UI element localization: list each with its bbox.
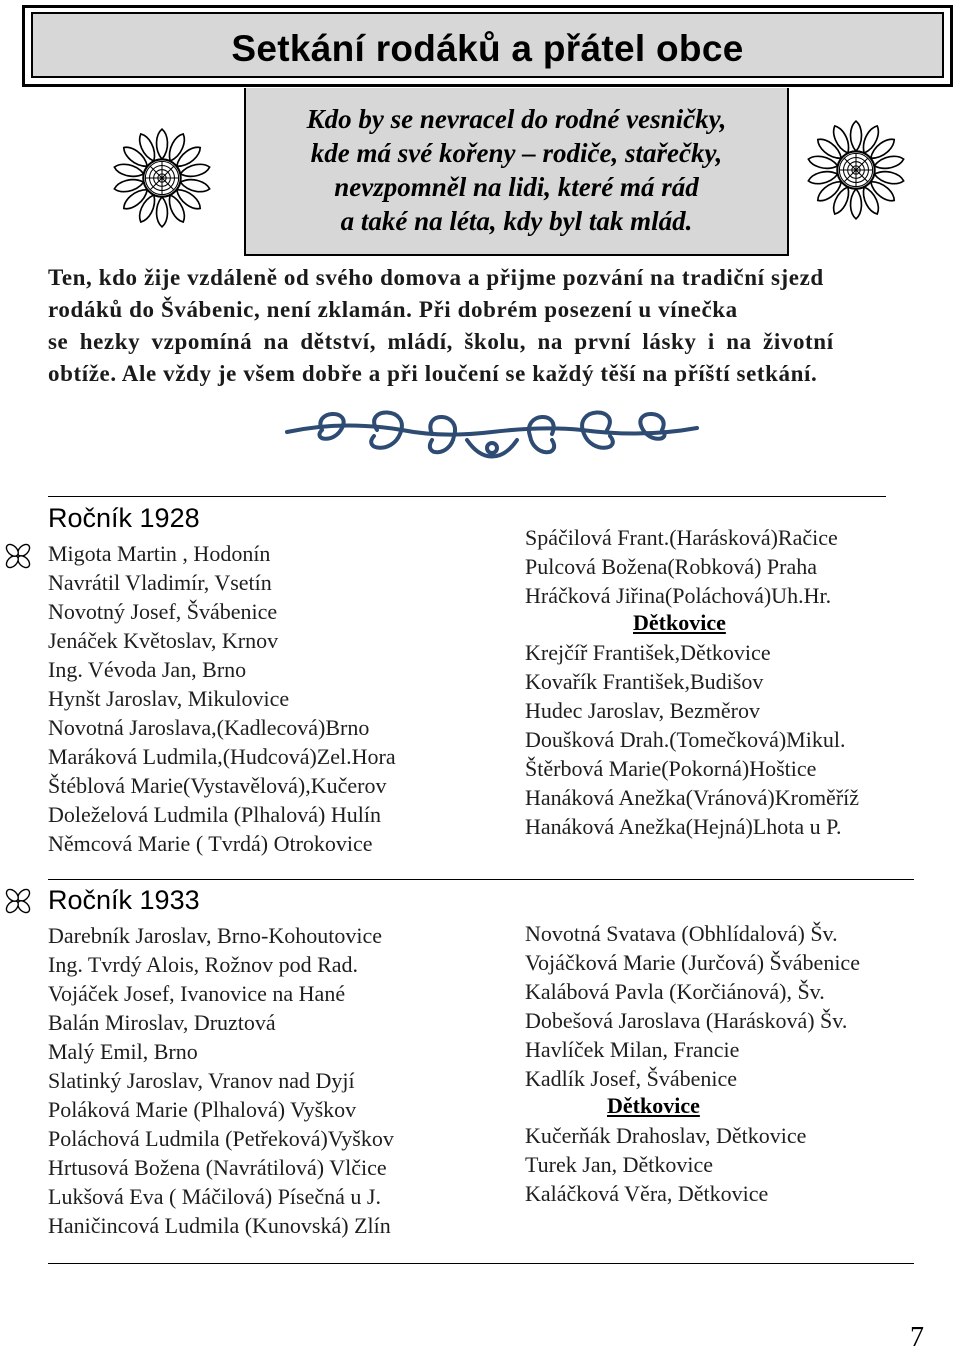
list-item: Migota Martin , Hodonín	[48, 541, 271, 566]
poem-line: Kdo by se nevracel do rodné vesničky,	[306, 104, 727, 134]
title-banner	[22, 5, 953, 87]
page-title: Setkání rodáků a přátel obce	[231, 28, 744, 69]
section-divider	[48, 879, 914, 880]
list-item: Novotný Josef, Švábenice	[48, 599, 278, 624]
list-item: Vojáček Josef, Ivanovice na Hané	[48, 981, 346, 1006]
list-item: Kadlík Josef, Švábenice	[525, 1066, 737, 1091]
list-item: Kovařík František,Budišov	[525, 669, 764, 694]
list-item: Doušková Drah.(Tomečková)Mikul.	[525, 727, 846, 752]
village-heading: Dětkovice	[633, 610, 726, 635]
list-item: Haničincová Ludmila (Kunovská) Zlín	[48, 1213, 391, 1238]
section-divider	[48, 496, 886, 497]
intro-line: Ten, kdo žije vzdáleně od svého domova a přijme pozvání na tradiční sjezd	[48, 265, 824, 290]
list-item: Turek Jan, Dětkovice	[525, 1152, 713, 1177]
village-heading: Dětkovice	[607, 1093, 700, 1118]
poem-line: a také na léta, kdy byl tak mlád.	[340, 206, 693, 236]
title-banner-inner	[31, 12, 944, 78]
list-item: Poláchová Ludmila (Petřeková)Vyškov	[48, 1126, 394, 1151]
list-item: Navrátil Vladimír, Vsetín	[48, 570, 272, 595]
name-list-right-top	[525, 523, 838, 610]
list-item: Krejčíř František,Dětkovice	[525, 640, 771, 665]
list-item: Kaláčková Věra, Dětkovice	[525, 1181, 769, 1206]
intro-line: rodáků do Švábenic, není zklamán. Při dobrém posezení u vínečka	[48, 297, 738, 322]
section-divider	[48, 1263, 914, 1264]
petal	[157, 129, 168, 159]
list-item: Jenáček Květoslav, Krnov	[48, 628, 279, 653]
cross-flower-icon	[2, 540, 34, 572]
intro-line: se hezky vzpomíná na dětství, mládí, školu, na první lásky i na životní	[48, 329, 834, 354]
list-item: Poláková Marie (Plhalová) Vyškov	[48, 1097, 357, 1122]
name-list-right-top	[525, 919, 860, 1093]
list-item: Spáčilová Frant.(Harásková)Račice	[525, 525, 838, 550]
cross-petal	[4, 542, 20, 558]
sunflower-icon	[110, 126, 214, 230]
sunflower-icon	[804, 118, 908, 222]
cross-petal	[4, 887, 20, 903]
scroll-ornament	[282, 400, 702, 478]
list-item: Hynšt Jaroslav, Mikulovice	[48, 686, 290, 711]
list-item: Dobešová Jaroslava (Harásková) Šv.	[525, 1008, 848, 1033]
petal	[851, 189, 862, 219]
name-list-left	[48, 539, 396, 858]
list-item: Maráková Ludmila,(Hudcová)Zel.Hora	[48, 744, 396, 769]
list-item: Havlíček Milan, Francie	[525, 1037, 740, 1062]
list-item: Hudec Jaroslav, Bezměrov	[525, 698, 760, 723]
list-item: Novotná Svatava (Obhlídalová) Šv.	[525, 921, 838, 946]
name-list-right-bottom	[525, 1121, 806, 1208]
list-item: Štéblová Marie(Vystavělová),Kučerov	[48, 773, 387, 798]
list-item: Vojáčková Marie (Jurčová) Švábenice	[525, 950, 860, 975]
list-item: Ing. Vévoda Jan, Brno	[48, 657, 247, 682]
name-list-right-bottom	[525, 638, 859, 841]
petal	[851, 121, 862, 151]
list-item: Balán Miroslav, Druztová	[48, 1010, 276, 1035]
intro-line: obtíže. Ale vždy je všem dobře a při loučení se každý těší na příští setkání.	[48, 361, 818, 386]
cross-flower-icon	[2, 885, 34, 917]
year-heading: Ročník 1928	[48, 503, 200, 533]
list-item: Štěrbová Marie(Pokorná)Hoštice	[525, 756, 817, 781]
list-item: Malý Emil, Brno	[48, 1039, 198, 1064]
list-item: Kučerňák Drahoslav, Dětkovice	[525, 1123, 807, 1148]
list-item: Slatinký Jaroslav, Vranov nad Dyjí	[48, 1068, 355, 1093]
list-item: Hrtusová Božena (Navrátilová) Vlčice	[48, 1155, 387, 1180]
list-item: Hráčková Jiřina(Poláchová)Uh.Hr.	[525, 583, 832, 608]
year-heading: Ročník 1933	[48, 885, 200, 915]
page-number: 7	[910, 1322, 924, 1353]
list-item: Kalábová Pavla (Korčiánová), Šv.	[525, 979, 825, 1004]
petal	[157, 197, 168, 227]
list-item: Hanáková Anežka(Vránová)Kroměříž	[525, 785, 860, 810]
list-item: Hanáková Anežka(Hejná)Lhota u P.	[525, 814, 842, 839]
poem-line: kde má své kořeny – rodiče, stařečky,	[310, 138, 723, 168]
list-item: Němcová Marie ( Tvrdá) Otrokovice	[48, 831, 373, 856]
list-item: Novotná Jaroslava,(Kadlecová)Brno	[48, 715, 370, 740]
name-list-left	[48, 921, 394, 1240]
list-item: Pulcová Božena(Robková) Praha	[525, 554, 818, 579]
poem-line: nevzpomněl na lidi, které má rád	[334, 172, 699, 202]
poem-box	[244, 88, 789, 256]
list-item: Doleželová Ludmila (Plhalová) Hulín	[48, 802, 381, 827]
list-item: Lukšová Eva ( Máčilová) Písečná u J.	[48, 1184, 381, 1209]
list-item: Ing. Tvrdý Alois, Rožnov pod Rad.	[48, 952, 359, 977]
list-item: Darebník Jaroslav, Brno-Kohoutovice	[48, 923, 382, 948]
